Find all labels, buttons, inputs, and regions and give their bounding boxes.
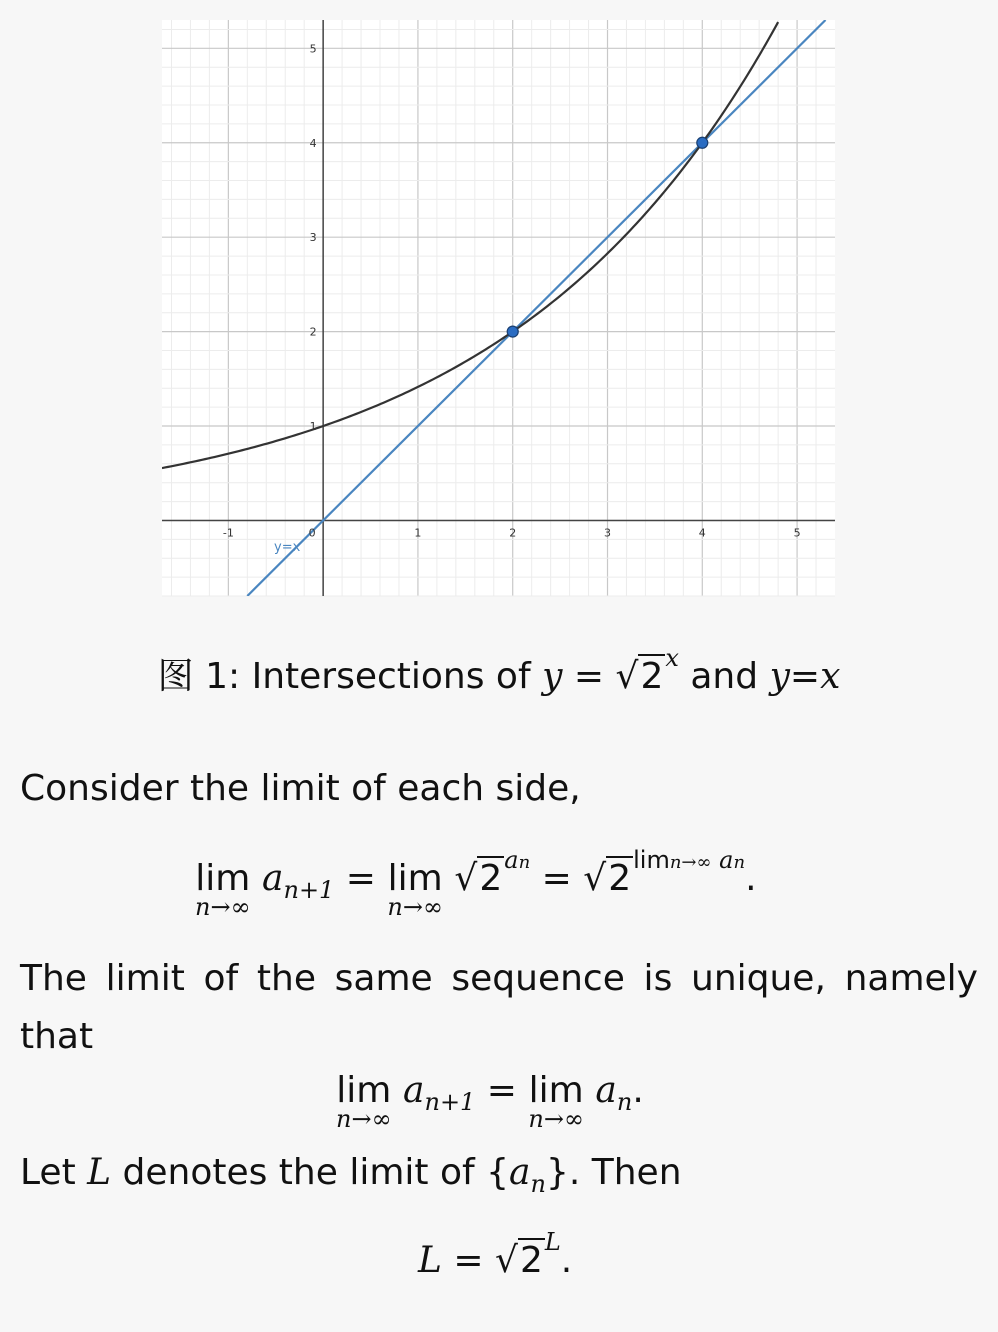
figure-intersections (0, 0, 998, 620)
eq2-sub: n+1 (424, 1088, 476, 1116)
eq2-lim-left: lim n→∞ (336, 1070, 392, 1133)
paragraph-2: The limit of the same sequence is unique, namely that (20, 958, 978, 1057)
x-tick-label: -1 (222, 526, 234, 540)
plot-background (162, 20, 835, 596)
caption-x2: x (820, 656, 841, 697)
eq1-lim-left: lim n→∞ (195, 858, 251, 921)
caption-y1: y (542, 656, 563, 697)
equation-2 (336, 1070, 644, 1133)
eq3-exp: L (544, 1228, 561, 1256)
equation-1 (195, 846, 757, 921)
eq1-radical-1: √2 (454, 858, 503, 899)
caption-y2: y (769, 656, 790, 697)
eq1-a: a (262, 858, 284, 899)
x-tick-label: 4 (698, 526, 706, 540)
y-tick-label: 5 (309, 42, 317, 56)
para3-sub: n (530, 1170, 546, 1198)
caption-text: Intersections of (251, 656, 531, 697)
y-tick-label: 1 (309, 420, 317, 434)
caption-number: 1: (205, 656, 241, 697)
para3-a: a (509, 1152, 531, 1193)
eq1-exp-2: limn→∞ an (633, 846, 746, 874)
eq3-period: . (560, 1240, 573, 1281)
caption-exponent: x (665, 644, 679, 672)
y-tick-label: 2 (309, 325, 317, 339)
paragraph-1: Consider the limit of each side, (20, 768, 581, 809)
eq1-equals-2: = (541, 858, 572, 899)
eq2-lim-right: lim n→∞ (528, 1070, 584, 1133)
eq2-equals: = (486, 1070, 517, 1111)
x-tick-label: 2 (509, 526, 517, 540)
series-label-y-eq-x: y=x (274, 540, 301, 555)
eq3-L: L (418, 1240, 442, 1281)
eq2-a: a (403, 1070, 425, 1111)
y-tick-label: 3 (309, 231, 317, 245)
intersection-point (507, 326, 518, 337)
caption-radical: √2 (615, 656, 664, 697)
caption-and: and (690, 656, 759, 697)
y-tick-label: 4 (309, 136, 317, 150)
eq2-a-right: a (595, 1070, 617, 1111)
grid (162, 20, 835, 596)
eq3-radical: √2 (494, 1240, 543, 1281)
eq1-exp-1: an (504, 846, 531, 874)
equation-3 (418, 1228, 573, 1281)
caption-radicand: 2 (640, 656, 664, 697)
caption-equals: = (573, 656, 605, 697)
x-tick-label: 0 (308, 526, 316, 540)
eq1-lim-right: lim n→∞ (387, 858, 443, 921)
paragraph-3: Let L denotes the limit of $\{a_n\}$. Then (20, 1152, 682, 1198)
eq2-sub-right: n (616, 1088, 633, 1116)
x-tick-label: 5 (793, 526, 801, 540)
eq3-equals: = (453, 1240, 484, 1281)
x-tick-label: 1 (414, 526, 422, 540)
eq1-period: . (745, 858, 757, 899)
para3-L: L (87, 1152, 112, 1193)
eq1-sub: n+1 (283, 876, 335, 904)
intersection-point (697, 137, 708, 148)
caption-prefix: 图 (157, 656, 194, 697)
eq2-period: . (632, 1070, 644, 1111)
caption-equals-2: = (789, 656, 821, 697)
eq1-radical-2: √2 (583, 858, 632, 899)
figure-caption (0, 644, 998, 699)
x-tick-label: 3 (604, 526, 612, 540)
eq1-equals: = (345, 858, 376, 899)
